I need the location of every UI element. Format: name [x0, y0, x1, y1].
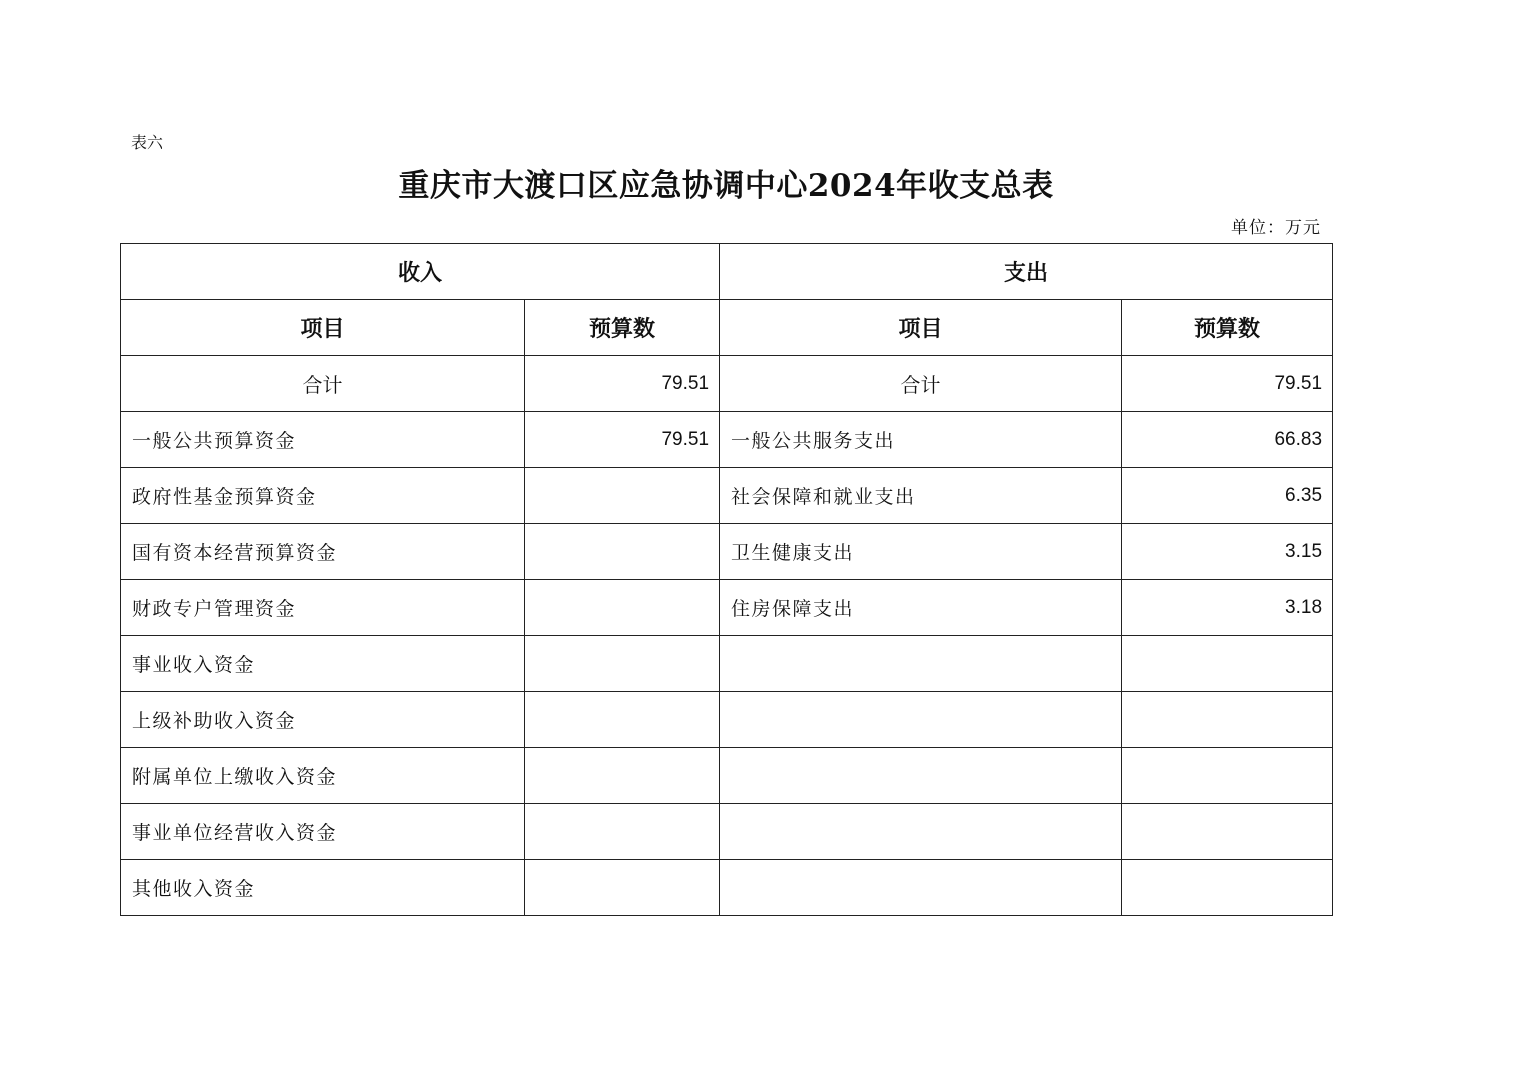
income-item-cell: 国有资本经营预算资金: [121, 524, 525, 580]
expense-amount-cell: 3.18: [1122, 580, 1333, 636]
income-item-cell: 政府性基金预算资金: [121, 468, 525, 524]
table-row: [121, 412, 1333, 468]
income-item-cell: 一般公共预算资金: [121, 412, 525, 468]
expense-amount-header: 预算数: [1122, 300, 1333, 356]
table-row: [121, 580, 1333, 636]
unit-label: 单位：万元: [1231, 218, 1321, 238]
income-amount-cell: [525, 860, 720, 916]
expense-item-cell: 社会保障和就业支出: [720, 468, 1122, 524]
income-item-cell: 财政专户管理资金: [121, 580, 525, 636]
expense-total-label: 合计: [720, 356, 1122, 412]
expense-item-cell: [720, 692, 1122, 748]
table-number-label: 表六: [131, 133, 164, 152]
budget-table-body: [121, 244, 1333, 916]
income-total-label: 合计: [121, 356, 525, 412]
table-row: [121, 468, 1333, 524]
income-section-header: 收入: [121, 244, 720, 300]
income-amount-cell: [525, 804, 720, 860]
table-row: [121, 860, 1333, 916]
budget-table: [120, 243, 1333, 916]
expense-amount-cell: [1122, 804, 1333, 860]
column-header-row: [121, 300, 1333, 356]
income-item-header: 项目: [121, 300, 525, 356]
income-amount-cell: [525, 748, 720, 804]
expense-amount-cell: [1122, 692, 1333, 748]
table-row: [121, 804, 1333, 860]
expense-amount-cell: [1122, 636, 1333, 692]
income-total-amount: 79.51: [525, 356, 720, 412]
income-item-cell: 事业收入资金: [121, 636, 525, 692]
expense-amount-cell: [1122, 860, 1333, 916]
expense-amount-cell: 3.15: [1122, 524, 1333, 580]
expense-amount-cell: 66.83: [1122, 412, 1333, 468]
income-amount-header: 预算数: [525, 300, 720, 356]
table-row: [121, 692, 1333, 748]
total-row: [121, 356, 1333, 412]
expense-item-cell: 住房保障支出: [720, 580, 1122, 636]
expense-item-cell: 一般公共服务支出: [720, 412, 1122, 468]
income-item-cell: 其他收入资金: [121, 860, 525, 916]
expense-item-cell: [720, 636, 1122, 692]
expense-item-cell: [720, 804, 1122, 860]
expense-item-cell: [720, 860, 1122, 916]
table-row: [121, 748, 1333, 804]
income-item-cell: 附属单位上缴收入资金: [121, 748, 525, 804]
expense-amount-cell: 6.35: [1122, 468, 1333, 524]
income-amount-cell: [525, 636, 720, 692]
expense-item-header: 项目: [720, 300, 1122, 356]
document-title: 重庆市大渡口区应急协调中心2024年收支总表: [398, 168, 1054, 204]
expense-amount-cell: [1122, 748, 1333, 804]
income-amount-cell: [525, 580, 720, 636]
income-amount-cell: 79.51: [525, 412, 720, 468]
expense-item-cell: 卫生健康支出: [720, 524, 1122, 580]
income-amount-cell: [525, 692, 720, 748]
income-item-cell: 事业单位经营收入资金: [121, 804, 525, 860]
expense-total-amount: 79.51: [1122, 356, 1333, 412]
table-row: [121, 636, 1333, 692]
expense-item-cell: [720, 748, 1122, 804]
table-row: [121, 524, 1333, 580]
income-item-cell: 上级补助收入资金: [121, 692, 525, 748]
income-amount-cell: [525, 524, 720, 580]
expense-section-header: 支出: [720, 244, 1333, 300]
section-header-row: [121, 244, 1333, 300]
income-amount-cell: [525, 468, 720, 524]
